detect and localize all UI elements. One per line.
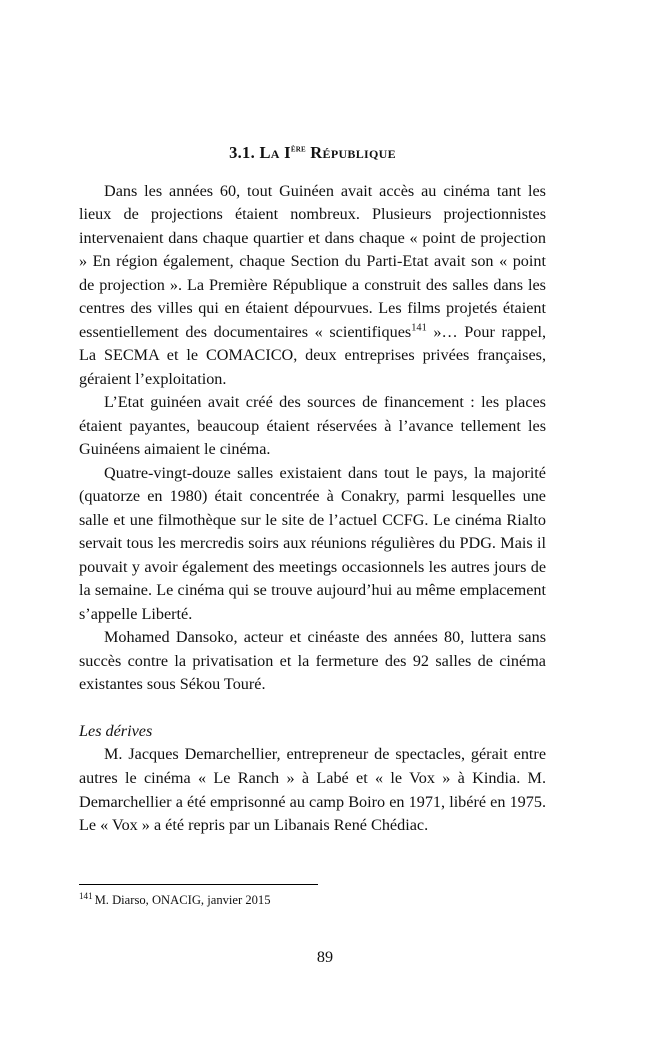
footnote-separator-rule <box>79 884 318 885</box>
paragraph-financement: L’Etat guinéen avait créé des sources de financement : les places étaient payantes, beaucoup étaient réservées à l’avance tellement les Guinéens aimaient le cinéma. <box>79 393 546 459</box>
page-number: 89 <box>316 948 334 966</box>
page-text-block <box>79 143 546 838</box>
footnote-number: 141 <box>79 890 93 901</box>
paragraph-spacer <box>79 697 546 720</box>
paragraph-intro <box>79 180 546 392</box>
subheading-les-derives: Les dérives <box>79 721 153 740</box>
paragraph-intro-text-b: »… Pour rappel, La SECMA et le COMACICO, deux entreprises privées françaises, géraient l’exploitation. <box>79 322 546 388</box>
footnote-text: M. Diarso, ONACIG, janvier 2015 <box>94 893 271 907</box>
page-title <box>79 143 546 164</box>
paragraph-salles: Quatre-vingt-douze salles existaient dans tout le pays, la majorité (quatorze en 1980) était concentrée à Conakry, parmi lesquelles une salle et une filmothèque sur le site de l’actuel CCFG. Le cinéma Rialto servait tous les mercredis soirs aux réunions régulières du PDG. Mais il pouvait y avoir également des meetings occasionnels les autres jours de la semaine. Le cinéma qui se trouve aujourd’hui au même emplacement s’appelle Liberté. <box>79 463 546 623</box>
section-heading-suffix: République <box>305 143 396 162</box>
paragraph-dansoko: Mohamed Dansoko, acteur et cinéaste des années 80, luttera sans succès contre la privatisation et la fermeture des 92 salles de cinéma existantes sous Sékou Touré. <box>79 628 546 694</box>
footnote-area <box>79 884 546 909</box>
paragraph-intro-text-a: Dans les années 60, tout Guinéen avait accès au cinéma tant les lieux de projections étaient nombreux. Plusieurs projectionnistes intervenaient dans chaque quartier et dans chaque « point de projection » En région également, chaque Section du Parti-Etat avait son « point de projection ». La Première République a construit des salles dans les centres des villes qui en étaient dépourvues. Les films projetés étaient essentiellement des documentaires « scientifiques <box>79 181 546 341</box>
footnote-entry <box>79 892 546 909</box>
footnote-reference-141[interactable]: 141 <box>411 322 427 334</box>
section-heading-prefix: 3.1. La I <box>229 143 291 162</box>
section-heading-superscript: ère <box>290 143 306 155</box>
paragraph-demarchellier: M. Jacques Demarchellier, entrepreneur de spectacles, gérait entre autres le cinéma « Le Ranch » à Labé et « le Vox » à Kindia. M. Demarchellier a été emprisonné au camp Boiro en 1971, libéré en 1975. Le « Vox » a été repris par un Libanais René Chédiac. <box>79 745 546 835</box>
